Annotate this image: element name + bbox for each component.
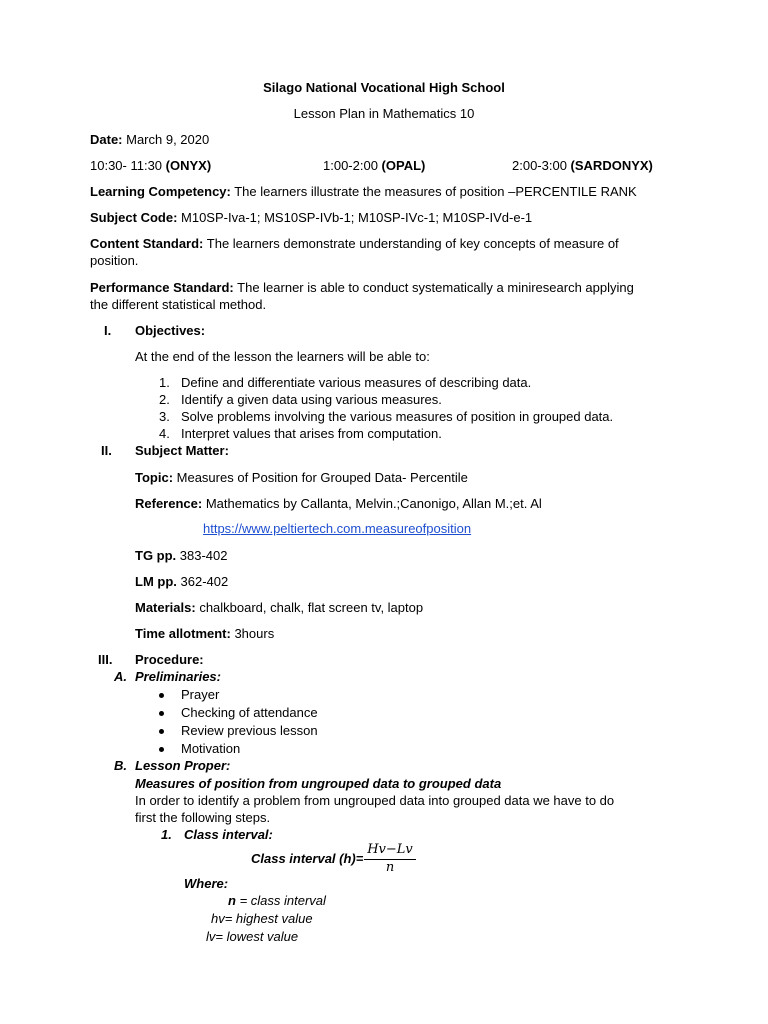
definition-lv: lv= lowest value [206, 929, 299, 944]
class-interval-heading: Class interval: [184, 827, 273, 842]
objective-num: 2. [159, 392, 170, 407]
lm-pages: LM pp. 362-402 [135, 574, 229, 589]
step-number: 1. [161, 827, 172, 842]
subsection-letter-b: B. [114, 758, 127, 773]
subject-matter-heading: Subject Matter: [135, 443, 229, 458]
objectives-heading: Objectives: [135, 323, 206, 338]
preliminaries-heading: Preliminaries: [135, 669, 221, 684]
formula-numerator: Hv−Lv [367, 842, 413, 857]
objective-num: 3. [159, 409, 170, 424]
objective-num: 1. [159, 375, 170, 390]
time-allotment: Time allotment: 3hours [135, 626, 275, 641]
section-numeral-iii: III. [98, 652, 113, 667]
list-item: Checking of attendance [181, 705, 318, 720]
school-name: Silago National Vocational High School [263, 80, 505, 95]
measures-heading: Measures of position from ungrouped data to grouped data [135, 776, 502, 791]
objective-num: 4. [159, 426, 170, 441]
class-interval-formula [364, 842, 416, 878]
lesson-text: In order to identify a problem from ungrouped data into grouped data we have to do [135, 793, 615, 808]
objective-item: Solve problems involving the various measures of position in grouped data. [181, 409, 614, 424]
performance-standard-cont: the different statistical method. [90, 297, 267, 312]
definition-hv: hv= highest value [211, 911, 313, 926]
lesson-plan-title: Lesson Plan in Mathematics 10 [293, 106, 475, 121]
procedure-heading: Procedure: [135, 652, 204, 667]
content-standard: Content Standard: The learners demonstrate understanding of key concepts of measure of [90, 236, 619, 251]
schedule-opal: 1:00-2:00 (OPAL) [323, 158, 426, 173]
reference-link[interactable]: https://www.peltiertech.com.measureofposition [203, 521, 472, 536]
content-standard-cont: position. [90, 253, 139, 268]
list-item: Prayer [181, 687, 220, 702]
materials-line: Materials: chalkboard, chalk, flat screen tv, laptop [135, 600, 424, 615]
date-line: Date: March 9, 2020 [90, 132, 210, 147]
list-item: Motivation [181, 741, 241, 756]
formula-label: Class interval (h)= [251, 851, 364, 866]
list-item: Review previous lesson [181, 723, 318, 738]
objective-item: Identify a given data using various measures. [181, 392, 442, 407]
lesson-text-cont: first the following steps. [135, 810, 271, 825]
objective-item: Define and differentiate various measures of describing data. [181, 375, 532, 390]
objectives-intro: At the end of the lesson the learners will be able to: [135, 349, 430, 364]
learning-competency: Learning Competency: The learners illustrate the measures of position –PERCENTILE RANK [90, 184, 637, 199]
bullet-icon [159, 687, 164, 703]
schedule-onyx: 10:30- 11:30 (ONYX) [90, 158, 212, 173]
bullet-icon [159, 741, 164, 757]
schedule-sardonyx: 2:00-3:00 (SARDONYX) [512, 158, 653, 173]
subsection-letter-a: A. [114, 669, 127, 684]
reference-line: Reference: Mathematics by Callanta, Melvin.;Canonigo, Allan M.;et. Al [135, 496, 542, 511]
lesson-proper-heading: Lesson Proper: [135, 758, 231, 773]
section-numeral-ii: II. [101, 443, 112, 458]
performance-standard: Performance Standard: The learner is able to conduct systematically a miniresearch applying [90, 280, 634, 295]
definition-n: n = class interval [228, 893, 326, 908]
bullet-icon [159, 723, 164, 739]
tg-pages: TG pp. 383-402 [135, 548, 228, 563]
topic-line: Topic: Measures of Position for Grouped Data- Percentile [135, 470, 468, 485]
subject-code: Subject Code: M10SP-Iva-1; MS10SP-IVb-1; M10SP-IVc-1; M10SP-IVd-e-1 [90, 210, 533, 225]
objective-item: Interpret values that arises from computation. [181, 426, 442, 441]
formula-denominator: n [385, 860, 395, 875]
bullet-icon [159, 705, 164, 721]
section-numeral-i: I. [104, 323, 112, 338]
where-label: Where: [184, 876, 229, 891]
